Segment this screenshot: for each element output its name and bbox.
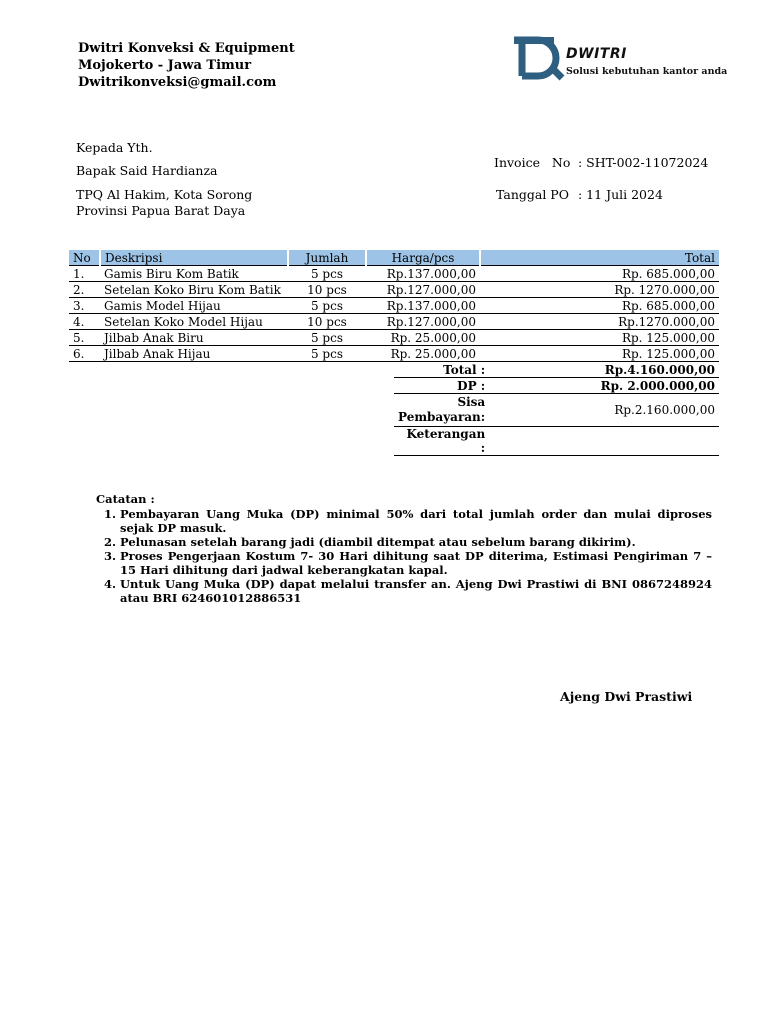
row-price: Rp. 25.000,00: [366, 346, 480, 362]
items-table: [69, 250, 719, 362]
sisa-value: Rp.2.160.000,00: [489, 394, 719, 427]
row-price: Rp. 25.000,00: [366, 330, 480, 346]
summary-dp-row: [394, 378, 719, 394]
header-no: No: [69, 250, 100, 266]
row-description: Jilbab Anak Biru: [100, 330, 288, 346]
row-price: Rp.127.000,00: [366, 282, 480, 298]
row-total: Rp. 125.000,00: [480, 346, 719, 362]
company-location: Mojokerto - Jawa Timur: [78, 58, 252, 73]
note-item: 1. Pembayaran Uang Muka (DP) minimal 50% dari total jumlah order dan mulai diproses sejak DP masuk.: [120, 507, 712, 535]
row-no: 5.: [69, 330, 100, 346]
note-item: 4. Untuk Uang Muka (DP) dapat melalui transfer an. Ajeng Dwi Prastiwi di BNI 0867248924 atau BRI 624601012886531: [120, 577, 712, 605]
sisa-label-line2: Pembayaran:: [398, 410, 486, 424]
note-item: 2. Pelunasan setelah barang jadi (diambil ditempat atau sebelum barang dikirim).: [120, 535, 712, 549]
row-no: 6.: [69, 346, 100, 362]
row-quantity: 5 pcs: [288, 298, 366, 314]
invoice-date-value: : 11 Juli 2024: [578, 187, 663, 202]
recipient-greeting: Kepada Yth.: [76, 140, 153, 155]
recipient-name: Bapak Said Hardianza: [76, 163, 218, 178]
invoice-date-label: Tanggal PO: [496, 187, 569, 202]
row-price: Rp.137.000,00: [366, 298, 480, 314]
summary-table: [394, 362, 719, 456]
sisa-label-line1: Sisa: [457, 395, 486, 409]
table-row: [69, 298, 719, 314]
invoice-number-value: : SHT-002-11072024: [578, 155, 709, 170]
row-no: 4.: [69, 314, 100, 330]
row-quantity: 5 pcs: [288, 346, 366, 362]
dp-value: Rp. 2.000.000,00: [489, 378, 719, 394]
recipient-address-line2: Provinsi Papua Barat Daya: [76, 203, 246, 218]
row-description: Gamis Biru Kom Batik: [100, 266, 288, 282]
row-description: Jilbab Anak Hijau: [100, 346, 288, 362]
row-total: Rp. 685.000,00: [480, 298, 719, 314]
logo-tagline: Solusi kebutuhan kantor anda: [566, 66, 728, 77]
summary-sisa-row: [394, 394, 719, 427]
table-row: [69, 330, 719, 346]
company-header: [78, 40, 295, 91]
row-description: Setelan Koko Biru Kom Batik: [100, 282, 288, 298]
table-row: [69, 282, 719, 298]
row-description: Setelan Koko Model Hijau: [100, 314, 288, 330]
signature-name: Ajeng Dwi Prastiwi: [560, 689, 693, 704]
recipient-address-line1: TPQ Al Hakim, Kota Sorong: [76, 187, 253, 202]
row-quantity: 5 pcs: [288, 330, 366, 346]
table-row: [69, 266, 719, 282]
company-name: Dwitri Konveksi & Equipment: [78, 41, 295, 56]
invoice-number-label: Invoice No: [494, 155, 571, 170]
row-description: Gamis Model Hijau: [100, 298, 288, 314]
keterangan-value: [489, 427, 719, 456]
sisa-label: [394, 394, 489, 427]
summary-keterangan-row: [394, 427, 719, 456]
row-total: Rp. 685.000,00: [480, 266, 719, 282]
company-email: Dwitrikonveksi@gmail.com: [78, 75, 277, 90]
row-quantity: 10 pcs: [288, 314, 366, 330]
header-total: Total: [480, 250, 719, 266]
table-row: [69, 346, 719, 362]
note-item: 3. Proses Pengerjaan Kostum 7- 30 Hari dihitung saat DP diterima, Estimasi Pengiriman 7 – 15 Hari dihitung dari jadwal keberangkatan kapal.: [120, 549, 712, 577]
total-value: Rp.4.160.000,00: [489, 362, 719, 378]
header-quantity: Jumlah: [288, 250, 366, 266]
row-price: Rp.137.000,00: [366, 266, 480, 282]
row-quantity: 5 pcs: [288, 266, 366, 282]
row-total: Rp. 125.000,00: [480, 330, 719, 346]
row-quantity: 10 pcs: [288, 282, 366, 298]
row-no: 3.: [69, 298, 100, 314]
row-total: Rp.1270.000,00: [480, 314, 719, 330]
logo-wordmark: DWITRI: [566, 46, 627, 62]
table-header-row: [69, 250, 719, 266]
row-price: Rp.127.000,00: [366, 314, 480, 330]
header-price: Harga/pcs: [366, 250, 480, 266]
total-label: Total :: [394, 362, 489, 378]
row-no: 2.: [69, 282, 100, 298]
row-no: 1.: [69, 266, 100, 282]
table-row: [69, 314, 719, 330]
row-total: Rp. 1270.000,00: [480, 282, 719, 298]
notes-title: Catatan :: [96, 492, 155, 506]
header-description: Deskripsi: [100, 250, 288, 266]
notes-list: [96, 507, 712, 605]
dp-label: DP :: [394, 378, 489, 394]
summary-total-row: [394, 362, 719, 378]
keterangan-label: Keterangan :: [394, 427, 489, 456]
notes-section: [96, 492, 712, 605]
